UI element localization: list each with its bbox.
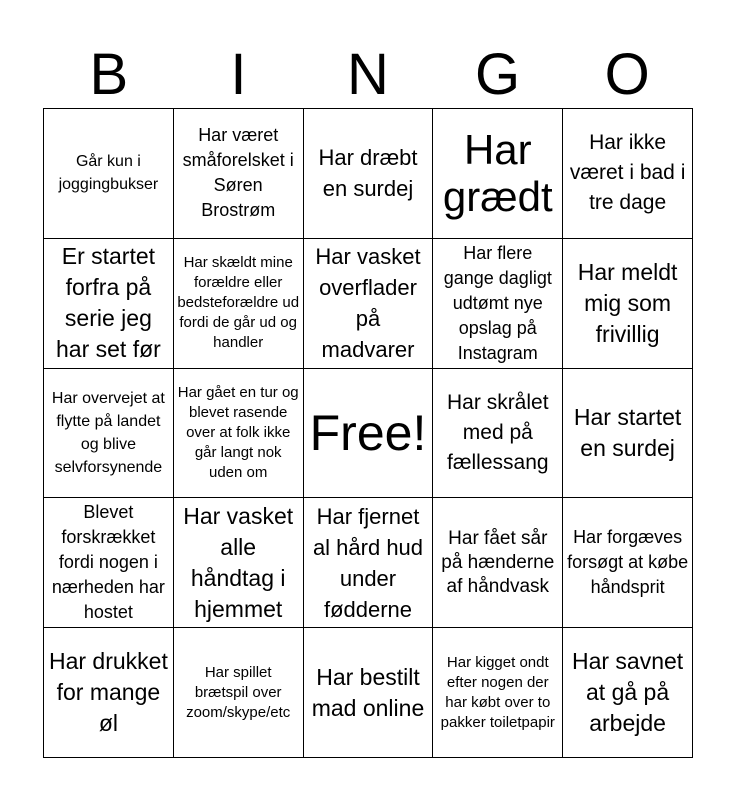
bingo-cell-r4-c4[interactable] (433, 498, 563, 628)
bingo-cell-text: Har kigget ondt efter nogen der har købt over to pakker toiletpapir (440, 653, 555, 731)
bingo-cell-text: Har skrålet med på fællessang (447, 390, 549, 474)
bingo-cell-text: Har drukket for mange øl (48, 648, 168, 737)
bingo-cell-r1-c3[interactable] (304, 109, 434, 239)
bingo-cell-r2-c3[interactable] (304, 239, 434, 369)
header-letter-b: B (89, 42, 129, 107)
bingo-cell-r4-c2[interactable] (174, 498, 304, 628)
bingo-cell-r2-c5[interactable] (563, 239, 693, 369)
bingo-cell-text: Har flere gange dagligt udtømt nye opslag på Instagram (443, 242, 552, 363)
bingo-cell-r3-c5[interactable] (563, 369, 693, 499)
bingo-cell-text: Har ikke været i bad i tre dage (569, 131, 686, 215)
bingo-cell-text: Har startet en surdej (573, 403, 682, 461)
bingo-cell-text: Har fået sår på hænderne af håndvask (441, 527, 555, 597)
bingo-cell-r2-c4[interactable] (433, 239, 563, 369)
bingo-cell-text: Har spillet brætspil over zoom/skype/etc (186, 663, 291, 721)
bingo-cell-free[interactable] (304, 369, 434, 499)
bingo-cell-r5-c2[interactable] (174, 628, 304, 758)
bingo-cell-text: Har grædt (442, 126, 553, 221)
bingo-cell-r3-c2[interactable] (174, 369, 304, 499)
bingo-cell-r4-c5[interactable] (563, 498, 693, 628)
bingo-cell-r5-c4[interactable] (433, 628, 563, 758)
bingo-header (44, 44, 692, 106)
bingo-cell-r4-c3[interactable] (304, 498, 434, 628)
header-letter-g: G (475, 42, 521, 107)
bingo-cell-text: Har overvejet at flytte på landet og blive selvforsynende (51, 389, 165, 476)
bingo-cell-text: Har gået en tur og blevet rasende over at folk ikke går langt nok uden om (177, 383, 299, 481)
bingo-cell-r1-c5[interactable] (563, 109, 693, 239)
bingo-cell-r1-c2[interactable] (174, 109, 304, 239)
bingo-cell-text: Har dræbt en surdej (318, 145, 418, 202)
bingo-cell-r1-c1[interactable] (44, 109, 174, 239)
bingo-cell-text: Har skældt mine forældre eller bedsteforældre ud fordi de går ud og handler (177, 254, 300, 352)
bingo-cell-r5-c3[interactable] (304, 628, 434, 758)
bingo-cell-r4-c1[interactable] (44, 498, 174, 628)
bingo-cell-r5-c1[interactable] (44, 628, 174, 758)
bingo-cell-text: Har savnet at gå på arbejde (571, 648, 684, 737)
bingo-cell-r2-c2[interactable] (174, 239, 304, 369)
header-letter-n: N (347, 42, 389, 107)
bingo-cell-text: Er startet forfra på serie jeg har set før (55, 243, 161, 363)
bingo-cell-r1-c4[interactable] (433, 109, 563, 239)
header-letter-o: O (604, 42, 650, 107)
bingo-cell-text: Har forgæves forsøgt at købe håndsprit (567, 527, 689, 598)
header-letter-i: I (230, 42, 247, 107)
bingo-cell-text: Har meldt mig som frivillig (577, 258, 678, 347)
bingo-cell-text: Har fjernet al hård hud under fødderne (312, 503, 424, 622)
bingo-board (43, 108, 693, 758)
bingo-cell-text: Har været småforelsket i Søren Brostrøm (182, 125, 294, 221)
bingo-cell-r5-c5[interactable] (563, 628, 693, 758)
bingo-cell-r2-c1[interactable] (44, 239, 174, 369)
bingo-cell-text: Går kun i joggingbukser (58, 153, 159, 194)
bingo-cell-text: Har vasket alle håndtag i hjemmet (183, 502, 294, 622)
bingo-cell-text: Har vasket overflader på madvarer (315, 244, 421, 363)
bingo-cell-r3-c4[interactable] (433, 369, 563, 499)
bingo-cell-text: Blevet forskrækket fordi nogen i nærheden har hostet (51, 502, 165, 623)
free-space-text: Free! (309, 404, 427, 461)
bingo-cell-text: Har bestilt mad online (311, 663, 425, 721)
bingo-cell-r3-c1[interactable] (44, 369, 174, 499)
